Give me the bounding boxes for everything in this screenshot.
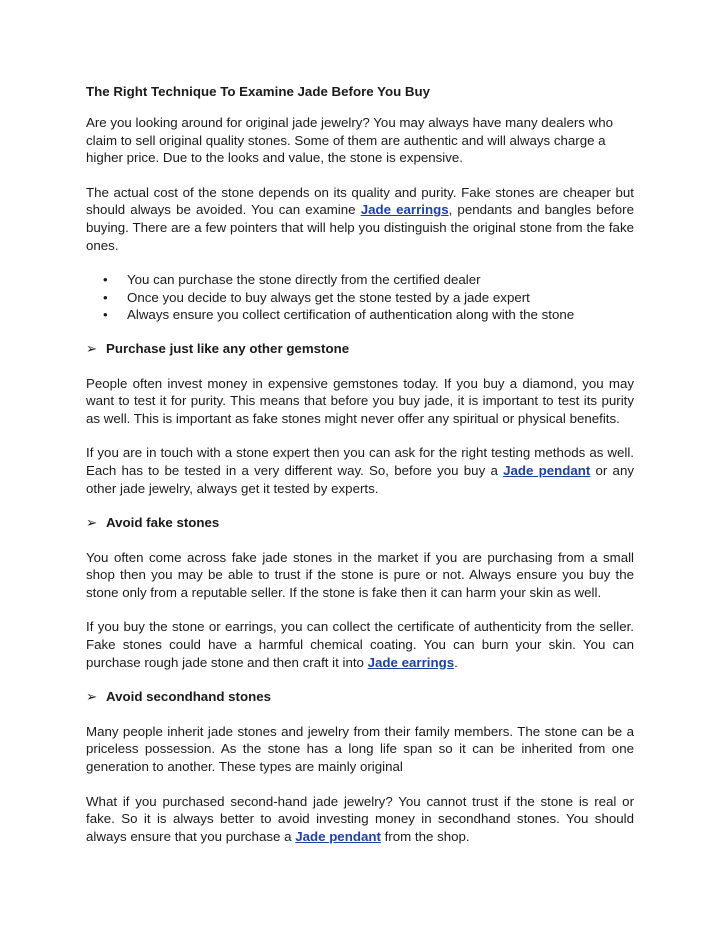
paragraph-inherit: Many people inherit jade stones and jewelry from their family members. The stone can be a priceless possession. As the stone has a long life span so it can be inherited from one generation to another. These types are mainly original (86, 723, 634, 775)
paragraph-secondhand-before: What if you purchased second-hand jade jewelry? You cannot trust if the stone is real or fake. So it is always better to avoid investing money in secondhand stones. You should always ensure that you purchase a (86, 793, 634, 844)
document-title: The Right Technique To Examine Jade Before You Buy (86, 84, 431, 99)
heading-text: Avoid fake stones (106, 515, 220, 531)
heading-fake-stones (86, 514, 634, 532)
arrow-bullet-icon: ➢ (86, 515, 98, 531)
paragraph-expert-before: If you are in touch with a stone expert then you can ask for the right testing methods as well. Each has to be tested in a very different way. So, before you buy a (86, 445, 634, 478)
paragraph-secondhand-after: from the shop. (380, 828, 470, 844)
paragraph-intro: Are you looking around for original jade jewelry? You may always have many dealers who claim to sell original quality stones. Some of them are authentic and will always charge a higher price. Due to the looks and value, the stone is expensive. (86, 115, 614, 166)
list-item (86, 271, 634, 289)
heading-secondhand (86, 688, 634, 706)
paragraph-certificate-after: . (454, 654, 458, 670)
arrow-bullet-icon: ➢ (86, 689, 98, 705)
heading-purchase (86, 340, 634, 358)
paragraph-expert-after: or any other jade jewelry, always get it tested by experts. (86, 462, 634, 496)
list-item-text: Once you decide to buy always get the stone tested by a jade expert (127, 289, 530, 305)
paragraph-invest: People often invest money in expensive gemstones today. If you buy a diamond, you may want to test it for purity. This means that before you buy jade, it is important to test its purity as well. This is important as fake stones might never offer any spiritual or physical benefits. (86, 375, 634, 426)
jade-earrings-link[interactable]: Jade earrings (360, 202, 449, 218)
pointer-list (86, 271, 634, 324)
paragraph-cost-after: , pendants and bangles before buying. There are a few pointers that will help you distinguish the original stone from the fake ones. (86, 202, 634, 253)
bullet-icon: • (103, 307, 108, 323)
bullet-icon: • (103, 272, 108, 288)
heading-text: Avoid secondhand stones (106, 689, 272, 705)
list-item-text: You can purchase the stone directly from the certified dealer (127, 272, 481, 288)
paragraph-certificate-before: If you buy the stone or earrings, you can collect the certificate of authenticity from the seller. Fake stones could have a harmful chemical coating. You can burn your skin. You can purchase rough jade stone and then craft it into (86, 619, 634, 670)
paragraph-cost (86, 184, 634, 254)
jade-earrings-link[interactable]: Jade earrings (367, 654, 455, 670)
arrow-bullet-icon: ➢ (86, 340, 98, 356)
heading-text: Purchase just like any other gemstone (106, 340, 350, 356)
paragraph-fake: You often come across fake jade stones in the market if you are purchasing from a small shop then you may be able to trust if the stone is pure or not. Always ensure you buy the stone only from a reputable seller. If the stone is fake then it can harm your skin as well. (86, 549, 634, 600)
jade-pendant-link[interactable]: Jade pendant (295, 828, 381, 844)
list-item-text: Always ensure you collect certification of authentication along with the stone (127, 307, 575, 323)
bullet-icon: • (103, 289, 108, 305)
paragraph-cost-before: The actual cost of the stone depends on its quality and purity. Fake stones are cheaper but should always be avoided. You can examine (86, 184, 634, 218)
paragraph-secondhand (86, 793, 634, 846)
paragraph-expert (86, 444, 634, 497)
paragraph-certificate (86, 618, 634, 671)
jade-pendant-link[interactable]: Jade pendant (503, 462, 591, 478)
list-item (86, 306, 634, 324)
list-item (86, 289, 634, 307)
